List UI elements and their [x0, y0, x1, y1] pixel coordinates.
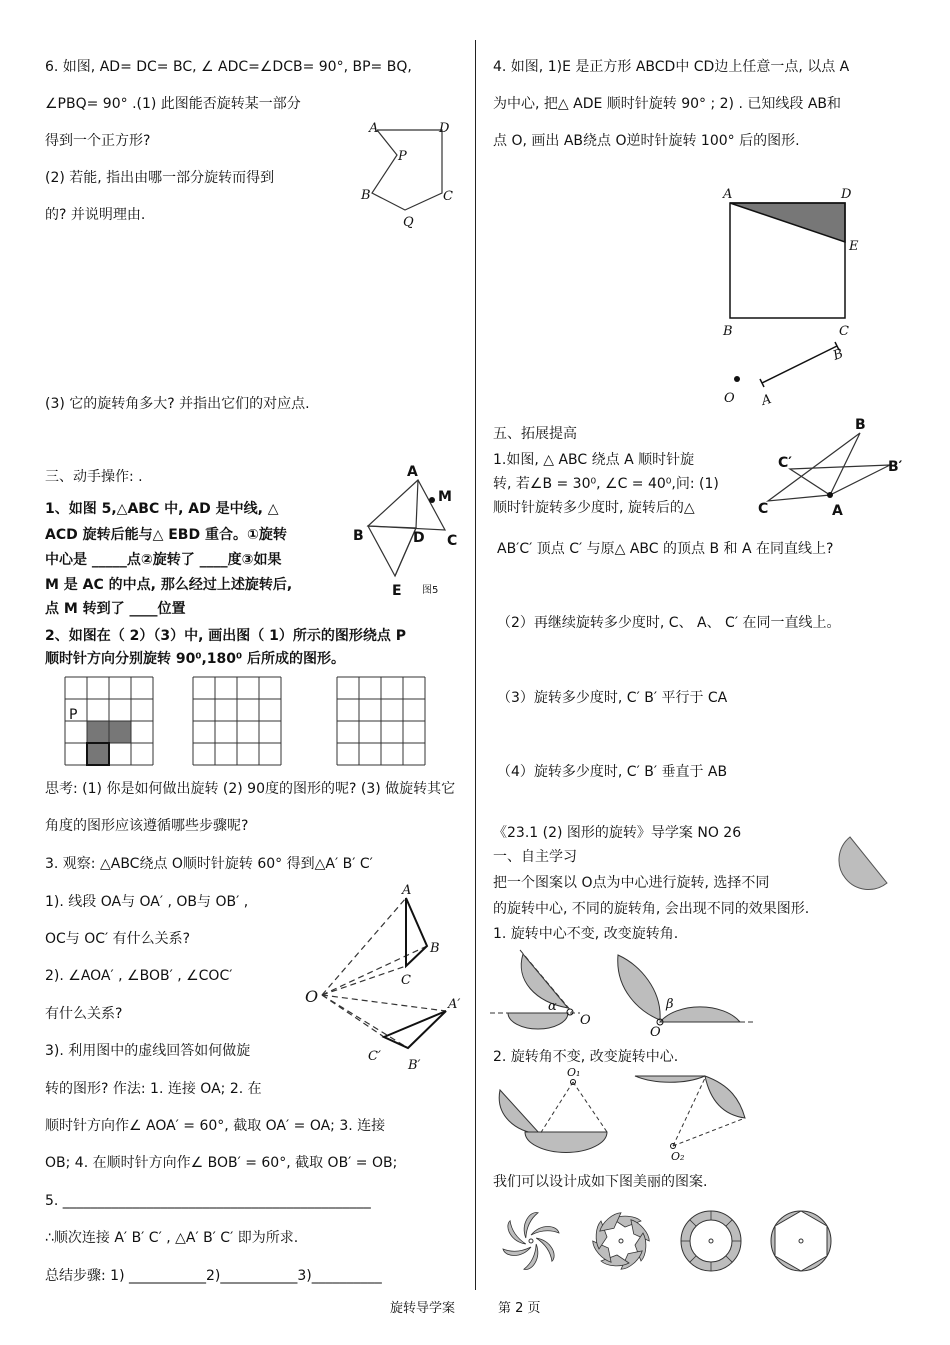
- rotation-angle-figure: [490, 950, 765, 1040]
- q4-point-o: [734, 376, 740, 382]
- q3-line9: OB; 4. 在顺时针方向作∠ BOB′ = 60°, 截取 OB′ = OB;: [45, 1155, 398, 1171]
- q6-line5: 的? 并说明理由.: [45, 207, 146, 223]
- sec5-line4: AB′C′ 顶点 C′ 与原△ ABC 的顶点 B 和 A 在同直线上?: [497, 541, 834, 557]
- sec5-figure: [750, 415, 920, 520]
- q3-label-c2: C′: [368, 1049, 381, 1064]
- label-o2: O₂: [671, 1150, 685, 1163]
- fig5-label-a: A: [407, 464, 418, 480]
- q6-label-q: Q: [403, 215, 414, 230]
- think-line2: 角度的图形应该遵循哪些步骤呢?: [45, 818, 249, 834]
- q4-line1: 4. 如图, 1)E 是正方形 ABCD中 CD边上任意一点, 以点 A: [493, 59, 850, 75]
- sec231-title: 一、自主学习: [493, 849, 577, 865]
- q6-line2: ∠PBQ= 90° .(1) 此图能否旋转某一部分: [45, 96, 301, 112]
- q6-figure-outline: [372, 130, 442, 210]
- think-line1: 思考: (1) 你是如何做出旋转 (2) 90度的图形的呢? (3) 做旋转其它: [45, 781, 456, 797]
- q6-label-d: D: [439, 121, 450, 136]
- q3-line11: ∴顺次连接 A′ B′ C′ , △A′ B′ C′ 即为所求.: [45, 1230, 299, 1246]
- sec5-q3: （3）旋转多少度时, C′ B′ 平行于 CA: [497, 690, 728, 706]
- half-moon-icon: [845, 835, 890, 885]
- q6-label-a: A: [369, 121, 379, 136]
- grid-figure-3: [337, 677, 427, 767]
- fig5-label-e: E: [392, 583, 402, 599]
- q4-label-b: B: [723, 324, 733, 339]
- q6-label-c: C: [443, 189, 453, 204]
- grid-figure-2: [193, 677, 283, 767]
- fig5-label-m: M: [438, 489, 452, 505]
- pattern-pinwheel-2: [587, 1207, 655, 1275]
- sec5-label-a: A: [832, 503, 843, 519]
- fig5-triangle-ebd: [368, 526, 416, 576]
- rotation-center-figure: [495, 1066, 755, 1165]
- sec5-line1: 1.如图, △ ABC 绕点 A 顺时针旋: [493, 452, 695, 468]
- sec231-point3: 我们可以设计成如下图美丽的图案.: [493, 1174, 708, 1190]
- sec231-line2: 的旋转中心, 不同的旋转角, 会出现不同的效果图形.: [493, 901, 810, 917]
- q4-line2: 为中心, 把△ ADE 顺时针旋转 90° ; 2) . 已知线段 AB和: [493, 96, 842, 112]
- footer-title: 旋转导学案: [390, 1301, 456, 1316]
- q4-label-c: C: [839, 324, 849, 339]
- q4-label-segment-a: A: [760, 391, 774, 409]
- footer-page: 第 2 页: [498, 1301, 541, 1316]
- q3-line8: 顺时针方向作∠ AOA′ = 60°, 截取 OA′ = OA; 3. 连接: [45, 1118, 386, 1134]
- q3-line6: 3). 利用图中的虚线回答如何做旋: [45, 1043, 251, 1059]
- q3-line10: 5. ____________________________________________: [45, 1193, 371, 1209]
- sec5-triangle-ab1c1: [790, 465, 890, 495]
- sec3-title: 三、动手操作: .: [45, 469, 143, 485]
- q3-line3: OC与 OC′ 有什么关系?: [45, 931, 191, 947]
- fig5-label-c: C: [447, 533, 458, 549]
- label-alpha: α: [548, 999, 557, 1014]
- grid-figure-1: [65, 677, 155, 767]
- fig5-triangle-abc: [368, 480, 445, 530]
- label-o-alpha: O: [580, 1013, 591, 1028]
- sec5-line3: 顺时针旋转多少度时, 旋转后的△: [493, 500, 695, 516]
- sec3-q1-line1: 1、如图 5,△ABC 中, AD 是中线, △: [45, 501, 279, 517]
- sec5-q4: （4）旋转多少度时, C′ B′ 垂直于 AB: [497, 764, 728, 780]
- q4-label-a: A: [723, 187, 733, 202]
- q3-label-c: C: [401, 973, 411, 988]
- q4-segment-ab: [762, 346, 837, 383]
- fig5-label-d: D: [413, 530, 425, 546]
- fig5-caption: 图5: [422, 585, 439, 596]
- fig5-label-b: B: [353, 528, 364, 544]
- sec231-point2: 2. 旋转角不变, 改变旋转中心.: [493, 1049, 679, 1065]
- pattern-pinwheel-1: [497, 1207, 565, 1275]
- q6-label-p: P: [398, 149, 407, 164]
- sec5-title: 五、拓展提高: [493, 426, 577, 442]
- sec5-q2: （2）再继续旋转多少度时, C、 A、 C′ 在同一直线上。: [497, 615, 841, 631]
- sec231-line1: 把一个图案以 O点为中心进行旋转, 选择不同: [493, 875, 770, 891]
- q4-line3: 点 O, 画出 AB绕点 O逆时针旋转 100° 后的图形.: [493, 133, 800, 149]
- fig5: [350, 462, 465, 597]
- q3-line5: 有什么关系?: [45, 1006, 123, 1022]
- fig5-median-ad: [416, 480, 418, 528]
- q6-line3: 得到一个正方形?: [45, 133, 151, 149]
- sec5-label-b: B: [855, 417, 866, 433]
- q6-line4: (2) 若能, 指出由哪一部分旋转而得到: [45, 170, 275, 186]
- sec3-q1-line4: M 是 AC 的中点, 那么经过上述旋转后,: [45, 577, 293, 593]
- pattern-hexagon: [767, 1207, 835, 1275]
- q6-label-b: B: [361, 188, 371, 203]
- sec231-header: 《23.1 (2) 图形的旋转》导学案 NO 26: [493, 825, 742, 841]
- sec3-q2-line1: 2、如图在（ 2）（3）中, 画出图（ 1）所示的图形绕点 P: [45, 628, 407, 644]
- q3-line2: 1). 线段 OA与 OA′ , OB与 OB′ ,: [45, 894, 249, 910]
- q4-label-d: D: [841, 187, 852, 202]
- q4-label-segment-b: B: [831, 346, 846, 364]
- sec5-label-c: C: [758, 501, 769, 517]
- q3-triangle-abc: [406, 898, 427, 966]
- column-divider: [475, 40, 476, 1290]
- sec3-q1-line5: 点 M 转到了 ____位置: [45, 601, 186, 617]
- q4-triangle-ade: [730, 203, 845, 242]
- q3-line7: 转的图形? 作法: 1. 连接 OA; 2. 在: [45, 1081, 262, 1097]
- label-o1: O₁: [567, 1066, 581, 1079]
- q6-line6: (3) 它的旋转角多大? 并指出它们的对应点.: [45, 396, 310, 412]
- sec5-label-c1: C′: [778, 455, 792, 471]
- q4-label-e: E: [849, 239, 859, 254]
- sec3-q2-line2: 顺时针方向分别旋转 90⁰,180⁰ 后所成的图形。: [45, 651, 346, 667]
- sec5-label-b1: B′: [888, 459, 903, 475]
- q3-label-b2: B′: [408, 1058, 421, 1073]
- sec3-q1-line3: 中心是 _____点②旋转了 ____度③如果: [45, 552, 282, 568]
- fig5-point-m: [429, 497, 435, 503]
- q3-label-a: A: [402, 883, 412, 898]
- q4-label-o: O: [724, 391, 735, 406]
- label-o-beta: O: [650, 1025, 661, 1040]
- q3-line4: 2). ∠AOA′ , ∠BOB′ , ∠COC′: [45, 968, 233, 984]
- q4-figure: [715, 180, 875, 410]
- q3-line1: 3. 观察: △ABC绕点 O顺时针旋转 60° 得到△A′ B′ C′: [45, 856, 373, 872]
- q3-label-b: B: [430, 941, 440, 956]
- sec231-point1: 1. 旋转中心不变, 改变旋转角.: [493, 926, 679, 942]
- q3-triangle-a2b2c2: [384, 1011, 446, 1048]
- q3-line12: 总结步骤: 1) ___________2)___________3)__________: [45, 1268, 382, 1284]
- q6-line1: 6. 如图, AD= DC= BC, ∠ ADC=∠DCB= 90°, BP= BQ,: [45, 59, 412, 75]
- grid-1-label-p: P: [69, 707, 78, 723]
- q3-figure: [300, 880, 475, 1080]
- q6-figure: [355, 120, 465, 230]
- q3-label-a2: A′: [448, 997, 461, 1012]
- q3-label-o: O: [305, 987, 319, 1006]
- pattern-ring: [677, 1207, 745, 1275]
- sec5-line2: 转, 若∠B = 30⁰, ∠C = 40⁰,问: (1): [493, 476, 719, 492]
- sec3-q1-line2: ACD 旋转后能与△ EBD 重合。①旋转: [45, 527, 287, 543]
- label-beta: β: [666, 997, 674, 1012]
